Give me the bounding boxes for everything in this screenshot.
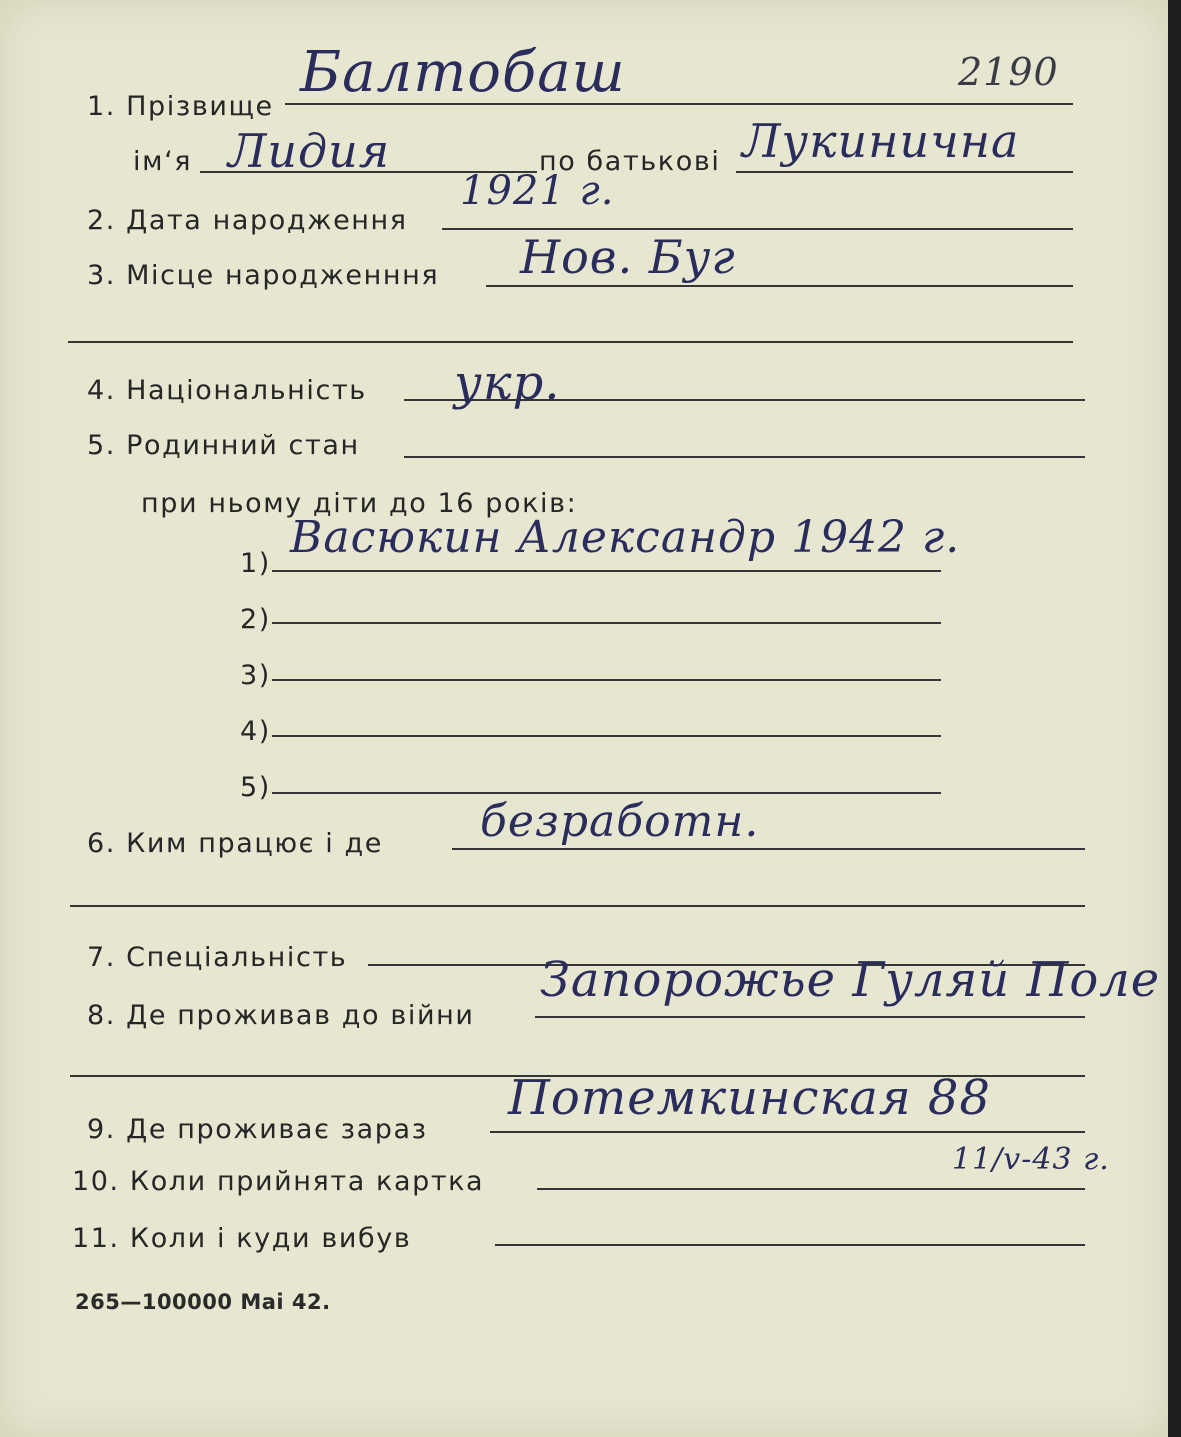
occupation-line-2 xyxy=(70,905,1085,907)
prewar-residence-line xyxy=(535,1016,1085,1018)
child-number-3: 3) xyxy=(240,660,271,691)
child-line-3 xyxy=(272,679,941,681)
prewar-residence-label: 8. Де проживав до війни xyxy=(87,1000,475,1031)
child-line-2 xyxy=(272,622,941,624)
child-line-4 xyxy=(272,735,941,737)
patronymic-label: по батькові xyxy=(539,146,721,177)
birth-place-value: Нов. Буг xyxy=(520,230,736,284)
child-line-5 xyxy=(272,792,941,794)
surname-label: 1. Прізвище xyxy=(87,91,274,122)
current-residence-value: Потемкинская 88 xyxy=(508,1070,991,1126)
current-residence-label: 9. Де проживає зараз xyxy=(87,1114,428,1145)
occupation-value: безработн. xyxy=(480,796,760,847)
birth-place-label: 3. Місце народженння xyxy=(87,260,440,291)
patronymic-value: Лукинична xyxy=(742,114,1020,168)
occupation-line xyxy=(452,848,1085,850)
print-mark: 265—100000 Mai 42. xyxy=(75,1290,331,1314)
prewar-residence-value: Запорожье Гуляй Поле xyxy=(540,952,1161,1008)
name-value: Лидия xyxy=(228,124,391,178)
departure-line xyxy=(495,1244,1085,1246)
scan-edge xyxy=(1168,0,1181,1437)
name-label: ім‘я xyxy=(133,146,193,177)
child-line-1 xyxy=(272,570,941,572)
children-label: при ньому діти до 16 років: xyxy=(141,488,578,519)
departure-label: 11. Коли і куди вибув xyxy=(72,1223,412,1254)
child-number-2: 2) xyxy=(240,604,271,635)
nationality-value: укр. xyxy=(454,355,561,411)
occupation-label: 6. Ким працює і де xyxy=(87,828,384,859)
birth-place-line-2 xyxy=(68,341,1073,343)
marital-status-line xyxy=(404,456,1085,458)
birth-date-label: 2. Дата народження xyxy=(87,205,408,236)
child-number-4: 4) xyxy=(240,716,271,747)
card-number: 2190 xyxy=(958,50,1059,94)
child-number-5: 5) xyxy=(240,772,271,803)
card-accepted-label: 10. Коли прийнята картка xyxy=(72,1166,485,1197)
child-number-1: 1) xyxy=(240,548,271,579)
birth-year-value: 1921 г. xyxy=(460,168,615,214)
marital-status-label: 5. Родинний стан xyxy=(87,430,360,461)
birth-place-line xyxy=(486,285,1073,287)
child-1-value: Васюкин Александр 1942 г. xyxy=(290,512,961,563)
current-residence-line xyxy=(490,1131,1085,1133)
surname-value: Балтобаш xyxy=(300,40,626,105)
card-accepted-line xyxy=(537,1188,1085,1190)
specialty-label: 7. Спеціальність xyxy=(87,942,348,973)
patronymic-line xyxy=(736,171,1073,173)
nationality-label: 4. Національність xyxy=(87,375,367,406)
card-accepted-value: 11/v-43 г. xyxy=(952,1142,1110,1177)
